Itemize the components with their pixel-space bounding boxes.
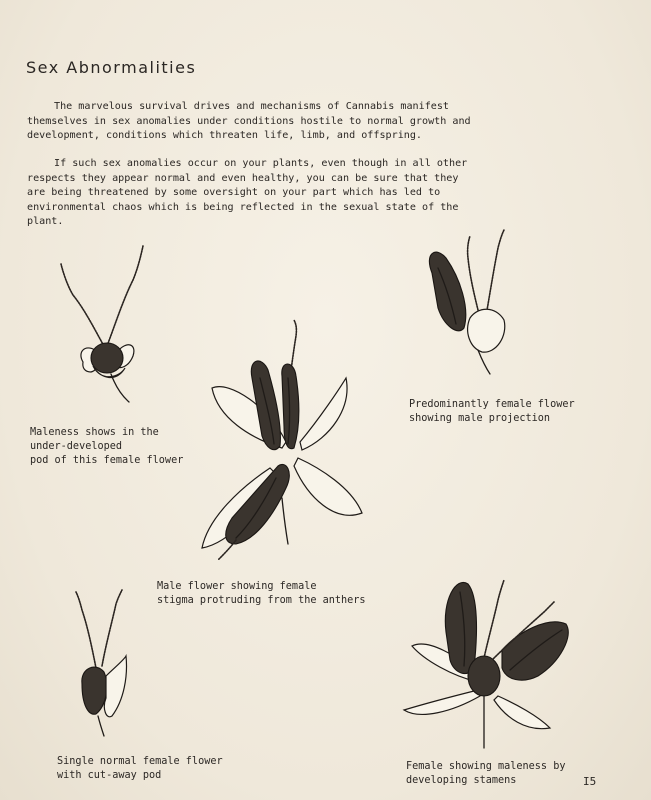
page-number: I5: [583, 775, 597, 788]
maleness-pod-illustration: [55, 240, 155, 410]
caption-female-stamens: [406, 760, 565, 788]
male-female-stigma-illustration: [190, 318, 370, 568]
caption-female-male-projection: [409, 398, 575, 426]
page-title: Sex Abnormalities: [26, 58, 197, 77]
caption-line: developing stamens: [406, 775, 517, 786]
normal-female-illustration: [70, 588, 140, 738]
caption-line: showing male projection: [409, 413, 551, 424]
caption-line: under-developed: [30, 441, 123, 452]
caption-line: Predominantly female flower: [409, 399, 575, 410]
caption-line: Maleness shows in the: [30, 427, 159, 438]
caption-maleness-pod: [30, 426, 183, 468]
caption-line: stigma protruding from the anthers: [157, 595, 366, 606]
female-stamens-illustration: [398, 572, 578, 752]
intro-paragraph: The marvelous survival drives and mechanisms of Cannabis manifest themselves in sex anomalies under conditions hostile to normal growth and development, conditions which threaten life, limb, and offspring.: [27, 101, 471, 141]
caption-line: with cut-away pod: [57, 770, 162, 781]
caption-line: Female showing maleness by: [406, 761, 566, 772]
caption-normal-female: [57, 755, 223, 783]
caption-male-female-stigma: [157, 580, 366, 608]
caption-line: pod of this female flower: [30, 455, 184, 466]
caption-line: Single normal female flower: [57, 756, 223, 767]
warning-paragraph: If such sex anomalies occur on your plants, even though in all other respects they appear normal and even healthy, you can be sure that they are being threatened by some oversight on your part which has led to environmental chaos which is being reflected in the sexual state of the plant.: [27, 158, 468, 227]
female-male-projection-illustration: [420, 228, 520, 378]
caption-line: Male flower showing female: [157, 581, 317, 592]
